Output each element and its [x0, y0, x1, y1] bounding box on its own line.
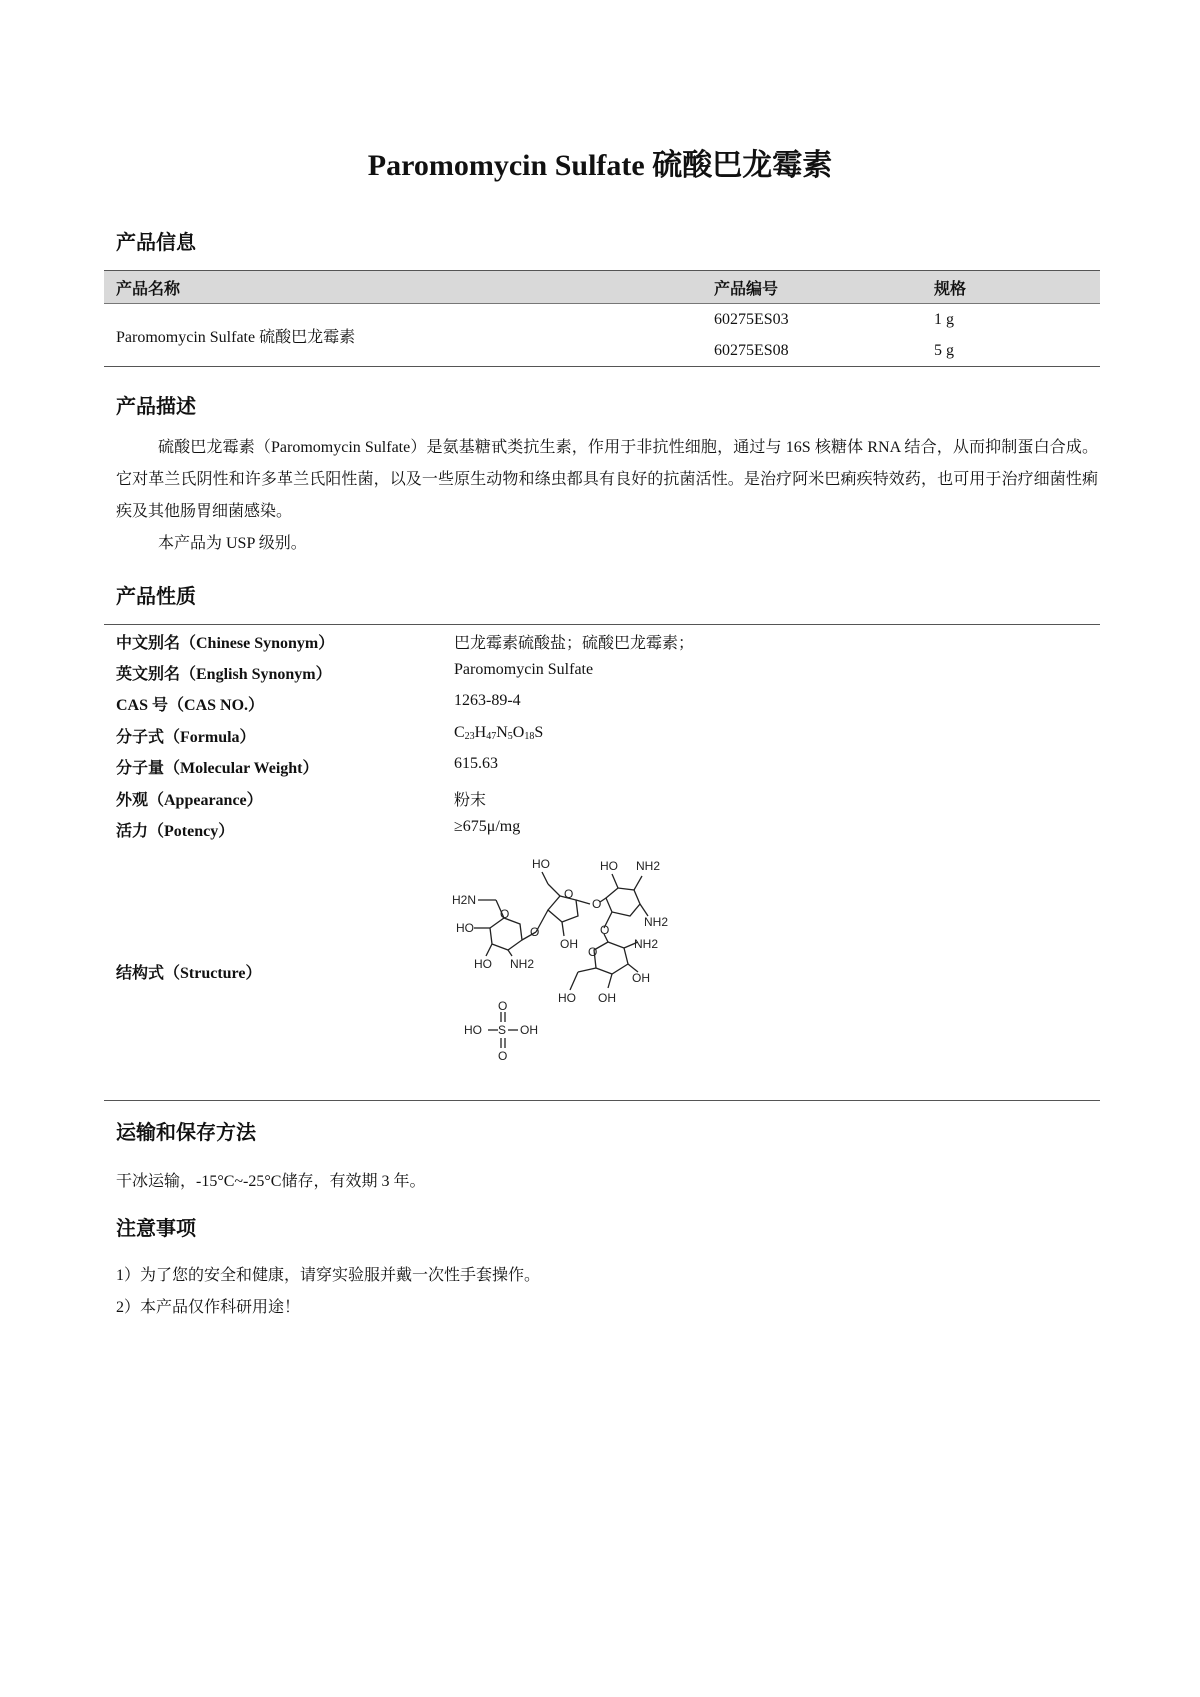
property-value: Paromomycin Sulfate	[454, 661, 594, 678]
note-item: 2）本产品仅作科研用途！	[116, 1299, 301, 1316]
label-o: O	[500, 907, 510, 921]
property-label: 结构式（Structure）	[116, 965, 262, 982]
property-label: 分子量（Molecular Weight）	[116, 760, 319, 777]
section-title-storage: 运输和保存方法	[116, 1122, 256, 1144]
property-value: 1263-89-4	[454, 692, 521, 709]
product-code-cell: 60275ES03	[714, 310, 789, 328]
description-paragraph: 本产品为 USP 级别。	[158, 535, 307, 552]
properties-bottom-rule	[104, 1100, 1100, 1101]
section-title-properties: 产品性质	[116, 586, 196, 608]
storage-text: 干冰运输，-15°C~-25°C储存，有效期 3 年。	[116, 1173, 426, 1190]
label-ho: HO	[464, 1023, 482, 1037]
properties-top-rule	[104, 624, 1100, 625]
label-ho: HO	[474, 957, 492, 971]
table-header-row	[104, 271, 1100, 304]
property-row	[116, 688, 1096, 719]
label-oh: OH	[560, 937, 578, 951]
label-ho: HO	[456, 921, 474, 935]
property-value: 粉末	[454, 792, 487, 809]
property-row	[116, 783, 1096, 814]
header-product-code: 产品编号	[702, 271, 922, 304]
section-title-description: 产品描述	[116, 396, 196, 418]
label-o: O	[564, 887, 574, 901]
property-label: 英文别名（English Synonym）	[116, 666, 332, 683]
property-value: 巴龙霉素硫酸盐；硫酸巴龙霉素；	[454, 635, 695, 652]
property-label: CAS 号（CAS NO.）	[116, 697, 265, 714]
property-label: 中文别名（Chinese Synonym）	[116, 635, 335, 652]
product-spec-cell: 1 g	[934, 310, 954, 328]
ring-a	[490, 918, 522, 950]
label-ho: HO	[558, 991, 576, 1005]
label-nh2: NH2	[644, 915, 669, 929]
ring-c	[606, 888, 640, 916]
property-row	[116, 657, 1096, 688]
label-o: O	[498, 1049, 508, 1063]
label-o: O	[592, 897, 602, 911]
ring-b	[548, 896, 578, 922]
label-o: O	[498, 999, 508, 1013]
property-value: ≥675μ/mg	[454, 818, 521, 835]
note-item: 1）为了您的安全和健康，请穿实验服并戴一次性手套操作。	[116, 1267, 541, 1284]
description-paragraph: 硫酸巴龙霉素（Paromomycin Sulfate）是氨基糖甙类抗生素，作用于非抗性细胞，通过与 16S 核糖体 RNA 结合，从而抑制蛋白合成。它对革兰氏阴性和许多革兰氏阳性菌，以及一些原生动物和绦虫都具有良好的抗菌活性。是治疗阿米巴痢疾特效药，也可用于治疗细菌性痢疾及其他肠胃细菌感染。	[116, 439, 1098, 520]
property-label: 分子式（Formula）	[116, 729, 256, 746]
property-row	[116, 626, 1096, 657]
property-label: 活力（Potency）	[116, 823, 235, 840]
label-o: O	[588, 945, 598, 959]
label-ho: HO	[532, 857, 550, 871]
label-nh2: NH2	[510, 957, 535, 971]
header-spec: 规格	[922, 271, 1100, 304]
section-title-notes: 注意事项	[116, 1218, 196, 1240]
property-row	[116, 751, 1096, 782]
label-o: O	[530, 925, 540, 939]
section-title-product-info: 产品信息	[116, 232, 196, 254]
description-body	[116, 432, 1098, 560]
property-row	[116, 814, 1096, 845]
product-spec-cell: 5 g	[922, 335, 1100, 367]
label-ho: HO	[600, 859, 618, 873]
label-h2n: H2N	[452, 893, 477, 907]
label-oh: OH	[520, 1023, 538, 1037]
formula-value: $C_{23}H_{47}N_5O_{18}S$	[454, 724, 544, 742]
product-name-cell: Paromomycin Sulfate 硫酸巴龙霉素	[104, 304, 702, 367]
table-row	[104, 304, 1100, 336]
label-oh: OH	[632, 971, 650, 985]
structure-diagram	[452, 852, 732, 1080]
label-nh2: NH2	[634, 937, 659, 951]
page-title: Paromomycin Sulfate 硫酸巴龙霉素	[367, 149, 833, 182]
label-nh2: NH2	[636, 859, 661, 873]
ring-d	[594, 942, 628, 974]
property-value: 615.63	[454, 755, 498, 772]
label-s: S	[498, 1023, 507, 1037]
label-o: O	[600, 923, 610, 937]
property-label: 外观（Appearance）	[116, 792, 263, 809]
product-info-table	[104, 270, 1100, 367]
header-product-name: 产品名称	[104, 271, 702, 304]
property-row	[116, 720, 1096, 751]
product-code-cell: 60275ES08	[702, 335, 922, 367]
label-oh: OH	[598, 991, 616, 1005]
